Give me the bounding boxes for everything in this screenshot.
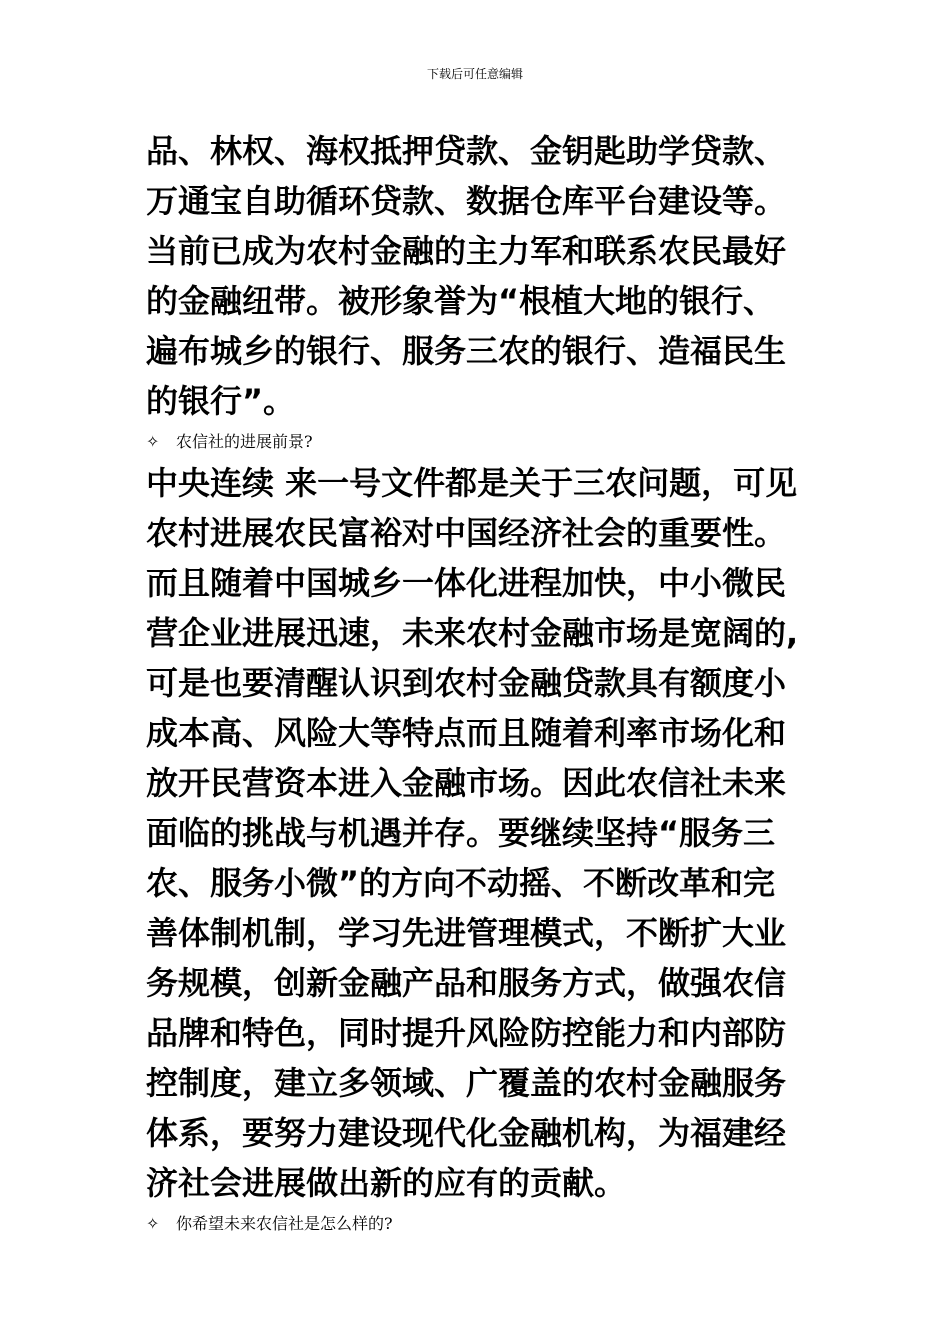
text-line: 体系，要努力建设现代化金融机构，为福建经 bbox=[146, 1114, 787, 1152]
page-header: 下载后可任意编辑 bbox=[426, 67, 523, 81]
text-line: 的金融纽带。被形象誉为“根植大地的银行、 bbox=[146, 282, 776, 320]
text-line: 成本高、风险大等特点而且随着利率市场化和 bbox=[146, 714, 787, 752]
text-line: 放开民营资本进入金融市场。因此农信社未来 bbox=[146, 764, 787, 802]
question-text: 你希望未来农信社是怎么样的? bbox=[176, 1214, 393, 1233]
text-line: 当前已成为农村金融的主力军和联系农民最好 bbox=[146, 232, 787, 270]
text-line: 品牌和特色，同时提升风险防控能力和内部防 bbox=[146, 1014, 787, 1052]
text-line: 营企业进展迅速，未来农村金融市场是宽阔的, bbox=[146, 614, 799, 652]
text-line: 善体制机制，学习先进管理模式，不断扩大业 bbox=[146, 914, 787, 952]
text-line: 可是也要清醒认识到农村金融贷款具有额度小 bbox=[146, 664, 787, 702]
text-line: 务规模，创新金融产品和服务方式，做强农信 bbox=[146, 964, 787, 1002]
text-line: 农村进展农民富裕对中国经济社会的重要性。 bbox=[146, 514, 787, 552]
diamond-bullet-icon: ✧ bbox=[146, 1214, 160, 1233]
text-line: 控制度，建立多领域、广覆盖的农村金融服务 bbox=[146, 1064, 787, 1102]
text-line: 济社会进展做出新的应有的贡献。 bbox=[146, 1164, 627, 1202]
text-line: 的银行”。 bbox=[146, 382, 296, 420]
diamond-bullet-icon: ✧ bbox=[146, 432, 160, 451]
paragraph-prospects bbox=[146, 458, 816, 1208]
question-heading-prospects bbox=[146, 429, 816, 455]
text-line: 而且随着中国城乡一体化进程加快，中小微民 bbox=[146, 564, 787, 602]
text-line: 遍布城乡的银行、服务三农的银行、造福民生 bbox=[146, 332, 787, 370]
text-line: 面临的挑战与机遇并存。要继续坚持“服务三 bbox=[146, 814, 776, 852]
document-body bbox=[146, 126, 816, 1240]
text-line: 万通宝自助循环贷款、数据仓库平台建设等。 bbox=[146, 182, 787, 220]
text-line: 品、林权、海权抵押贷款、金钥匙助学贷款、 bbox=[146, 132, 787, 170]
question-text: 农信社的进展前景? bbox=[176, 432, 313, 451]
text-line: 中央连续 来一号文件都是关于三农问题，可见 bbox=[146, 464, 798, 502]
question-heading-future bbox=[146, 1211, 816, 1237]
paragraph-intro bbox=[146, 126, 816, 426]
text-line: 农、服务小微”的方向不动摇、不断改革和完 bbox=[146, 864, 776, 902]
